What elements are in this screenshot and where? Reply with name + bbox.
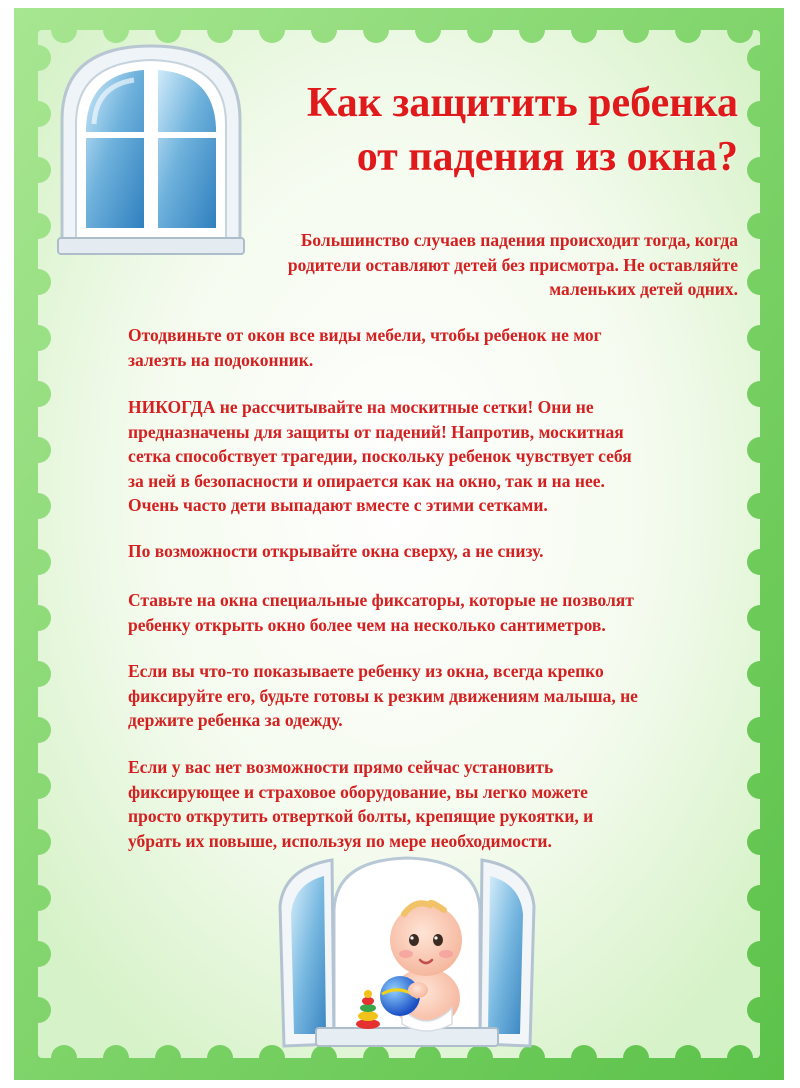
paragraph-window-locks: Ставьте на окна специальные фиксаторы, которые не позволят ребенку открыть окно более чем на несколько сантиметров. [128,590,634,635]
page-title [178,76,738,184]
title-line-2: от падения из окна? [356,134,738,180]
paragraph-mosquito-nets: НИКОГДА не рассчитывайте на москитные сетки! Они не предназначены для защиты от падений! Напротив, москитная сетка способствует трагедии, поскольку ребенок чувствует себя за ней в безопасности и опирается как на окно, так и на нее. Очень часто дети выпадают вместе с этими сетками. [128,397,632,515]
paragraph-open-top: По возможности открывайте окна сверху, а не снизу. [128,541,544,561]
open-window-with-baby-icon [276,848,538,1058]
paragraph-handles: Если у вас нет возможности прямо сейчас установить фиксирующее и страховое оборудование, вы легко можете просто открутить отверткой болты, крепящие рукоятки, и убрать их повыше, используя по мере необходимости. [128,757,594,851]
paragraph-supervision: Большинство случаев падения происходит тогда, когда родители оставляют детей без присмотра. Не оставляйте маленьких детей одних. [287,230,738,299]
paragraph-furniture: Отодвиньте от окон все виды мебели, чтобы ребенок не мог залезть на подоконник. [128,325,602,370]
title-line-1: Как защитить ребенка [306,80,738,126]
paragraph-holding-child: Если вы что-то показываете ребенку из окна, всегда крепко фиксируйте его, будьте готовы к резким движениям малыша, не держите ребенка за одежду. [128,661,638,730]
